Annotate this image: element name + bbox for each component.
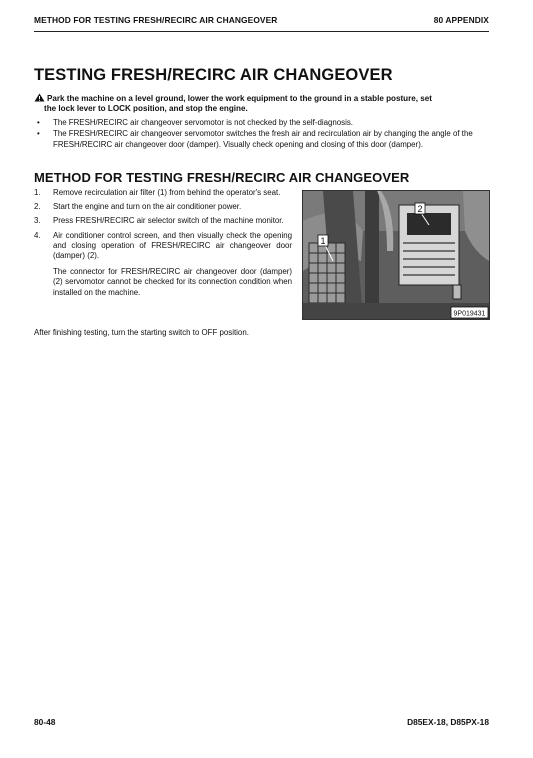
callout-2: 2 bbox=[417, 204, 423, 214]
damper-photo-illustration bbox=[303, 191, 489, 319]
step-4: 4. Air conditioner control screen, and then visually check the opening and closing operation of FRESH/RECIRC air changeover door (damper) (2). The connector for FRESH/RECIRC air changeover door (damper) (2) servomotor cannot be checked for its connection condition when installed on the machine. bbox=[34, 230, 292, 297]
list-item: • The FRESH/RECIRC air changeover servomotor is not checked by the self-diagnosis. bbox=[37, 118, 353, 127]
step-3: 3. Press FRESH/RECIRC air selector switch of the machine monitor. bbox=[34, 216, 284, 226]
header-chapter: 80 APPENDIX bbox=[433, 15, 489, 25]
procedure-steps bbox=[34, 188, 292, 302]
step-4-note: The connector for FRESH/RECIRC air changeover door (damper) (2) servomotor cannot be checked for its connection condition when installed on the machine. bbox=[53, 267, 292, 297]
page-footer bbox=[34, 717, 489, 727]
safety-warning bbox=[34, 93, 489, 115]
section-title: METHOD FOR TESTING FRESH/RECIRC AIR CHANGEOVER bbox=[34, 170, 410, 185]
page-number: 80-48 bbox=[34, 717, 56, 727]
closing-instruction: After finishing testing, turn the starting switch to OFF position. bbox=[34, 328, 249, 337]
warning-line-2: the lock lever to LOCK position, and stop the engine. bbox=[44, 104, 248, 114]
step-2: 2. Start the engine and turn on the air conditioner power. bbox=[34, 202, 242, 212]
warning-triangle-icon bbox=[34, 93, 45, 102]
notes-list bbox=[34, 118, 489, 151]
list-item: • The FRESH/RECIRC air changeover servomotor switches the fresh air and recirculation air by changing the angle of the FRESH/RECIRC air changeover door (damper). Visually check opening and closing of this door (damper). bbox=[37, 129, 473, 149]
page-header bbox=[34, 15, 489, 32]
warning-line-1: Park the machine on a level ground, lower the work equipment to the ground in a stable posture, set bbox=[47, 94, 432, 103]
damper-photo bbox=[302, 190, 490, 320]
photo-code: 9P019431 bbox=[453, 310, 486, 318]
callout-1: 1 bbox=[320, 236, 326, 246]
step-1: 1. Remove recirculation air filter (1) from behind the operator's seat. bbox=[34, 188, 281, 197]
header-section-title: METHOD FOR TESTING FRESH/RECIRC AIR CHANGEOVER bbox=[34, 15, 278, 25]
page-title: TESTING FRESH/RECIRC AIR CHANGEOVER bbox=[34, 66, 393, 84]
machine-models: D85EX-18, D85PX-18 bbox=[407, 717, 489, 727]
